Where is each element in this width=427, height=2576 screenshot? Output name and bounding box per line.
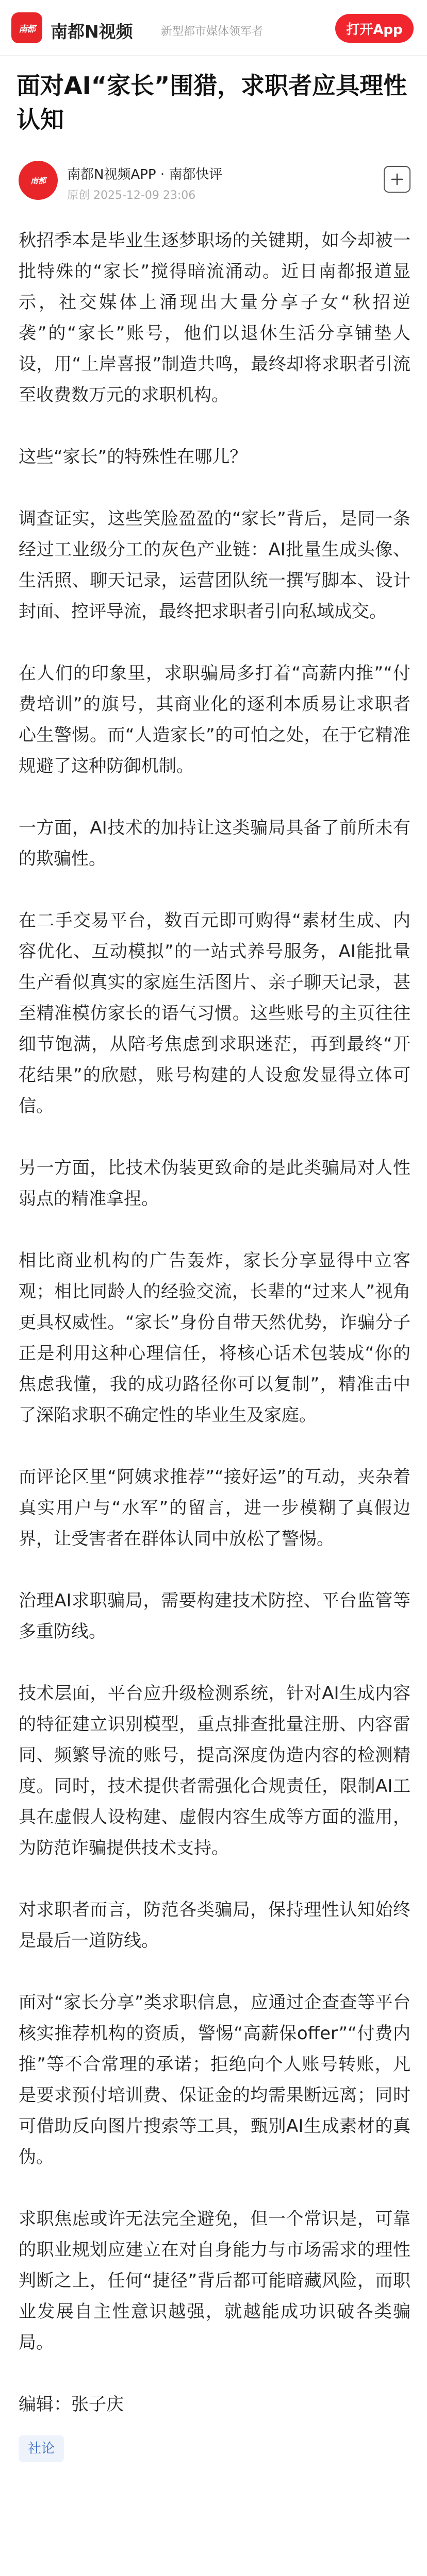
brand-name: 南都N视频 bbox=[51, 22, 133, 42]
paragraph: 在二手交易平台，数百元即可购得“素材生成、内容优化、互动模拟”的一站式养号服务，AI能批量生产看似真实的家庭生活图片、亲子聊天记录，甚至精准模仿家长的语气习惯。这些账号的主页往往细节饱满，从陪考焦虑到求职迷茫，再到最终“开花结果”的欣慰，账号构建的人设愈发显得立体可信。 bbox=[19, 910, 410, 1116]
paragraph: 而评论区里“阿姨求推荐”“接好运”的互动，夹杂着真实用户与“水军”的留言，进一步模糊了真假边界，让受害者在群体认同中放松了警惕。 bbox=[19, 1467, 410, 1549]
paragraph: 求职焦虑或许无法完全避免，但一个常识是，可靠的职业规划应建立在对自身能力与市场需求的理性判断之上，任何“捷径”背后都可能暗藏风险，而职业发展自主性意识越强，就越能成功识破各类骗局。 bbox=[19, 2209, 410, 2353]
author-avatar[interactable]: 南都 bbox=[19, 161, 58, 200]
paragraph: 技术层面，平台应升级检测系统，针对AI生成内容的特征建立识别模型，重点排查批量注册、内容雷同、频繁导流的账号，提高深度伪造内容的检测精度。同时，技术提供者需强化合规责任，限制AI工具在虚假人设构建、虚假内容生成等方面的滥用，为防范诈骗提供技术支持。 bbox=[19, 1683, 410, 1858]
article-title: 面对AI“家长”围猎，求职者应具理性认知 bbox=[17, 72, 407, 133]
author-name[interactable]: 南都N视频APP · 南都快评 bbox=[67, 167, 223, 182]
paragraph: 面对“家长分享”类求职信息，应通过企查查等平台核实推荐机构的资质，警惕“高薪保offer”“付费内推”等不合常理的承诺；拒绝向个人账号转账，凡是要求预付培训费、保证金的均需果断远离；同时可借助反向图片搜索等工具，甄别AI生成素材的真伪。 bbox=[19, 1992, 410, 2167]
paragraph: 另一方面，比技术伪装更致命的是此类骗局对人性弱点的精准拿捏。 bbox=[19, 1158, 410, 1209]
paragraph: 秋招季本是毕业生逐梦职场的关键期，如今却被一批特殊的“家长”搅得暗流涌动。近日南都报道显示，社交媒体上涌现出大量分享子女“秋招逆袭”的“家长”账号，他们以退休生活分享铺垫人设，用“上岸喜报”制造共鸣，最终却将求职者引流至收费数万元的求职机构。 bbox=[19, 230, 410, 405]
app-logo: 南都 bbox=[11, 12, 42, 43]
plus-icon bbox=[390, 173, 404, 186]
paragraph: 在人们的印象里，求职骗局多打着“高薪内推”“付费培训”的旗号，其商业化的逐利本质易让求职者心生警惕。而“人造家长”的可怕之处，在于它精准规避了这种防御机制。 bbox=[19, 663, 410, 776]
app-banner bbox=[0, 0, 427, 56]
follow-button[interactable] bbox=[384, 166, 410, 193]
paragraph: 这些“家长”的特殊性在哪儿？ bbox=[19, 447, 248, 467]
article-body bbox=[19, 225, 410, 2462]
paragraph: 相比商业机构的广告轰炸，家长分享显得中立客观；相比同龄人的经验交流，长辈的“过来人”视角更具权威性。“家长”身份自带天然优势，诈骗分子正是利用这种心理信任，将核心话术包装成“你的焦虑我懂，我的成功路径你可以复制”，精准击中了深陷求职不确定性的毕业生及家庭。 bbox=[19, 1250, 410, 1426]
open-app-button[interactable]: 打开App bbox=[335, 14, 414, 43]
publish-meta: 原创 2025-12-09 23:06 bbox=[67, 189, 196, 202]
paragraph: 对求职者而言，防范各类骗局，保持理性认知始终是最后一道防线。 bbox=[19, 1900, 410, 1951]
brand-slogan: 新型都市媒体领军者 bbox=[161, 25, 264, 38]
paragraph: 治理AI求职骗局，需要构建技术防控、平台监管等多重防线。 bbox=[19, 1590, 410, 1642]
editor-credit: 编辑：张子庆 bbox=[19, 2394, 124, 2415]
paragraph: 调查证实，这些笑脸盈盈的“家长”背后，是同一条经过工业级分工的灰色产业链：AI批量生成头像、生活照、聊天记录，运营团队统一撰写脚本、设计封面、控评导流，最终把求职者引向私域成交。 bbox=[19, 509, 410, 622]
paragraph: 一方面，AI技术的加持让这类骗局具备了前所未有的欺骗性。 bbox=[19, 818, 410, 869]
topic-tag[interactable]: 社论 bbox=[19, 2435, 64, 2462]
